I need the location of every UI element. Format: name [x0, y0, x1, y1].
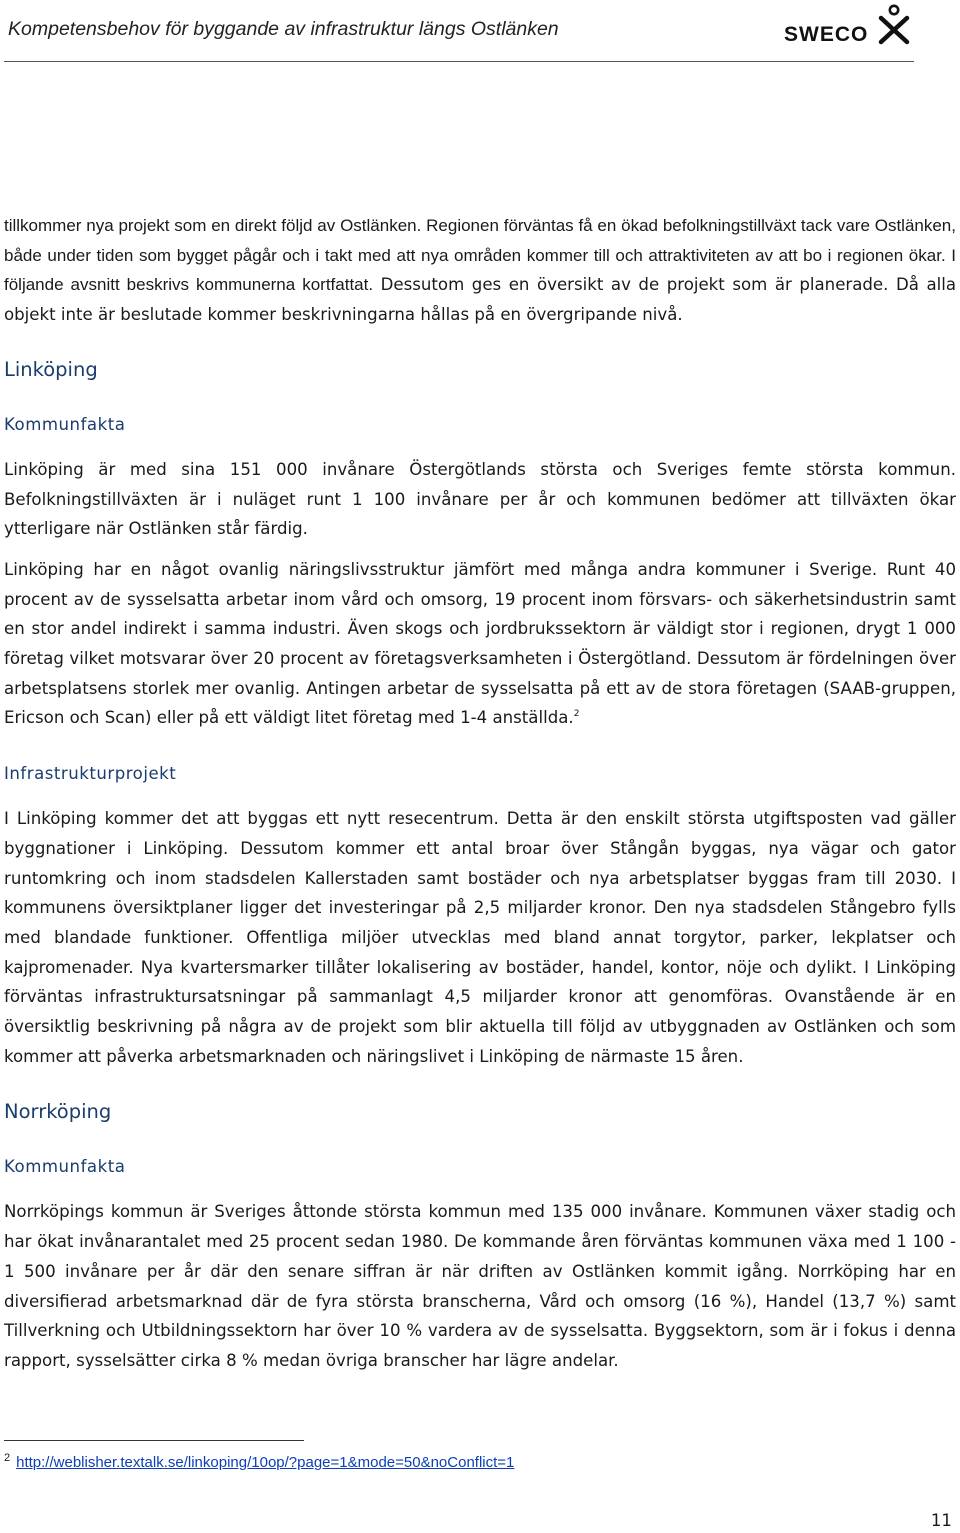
- logo-text: SWECO: [784, 23, 869, 46]
- heading-infrastrukturprojekt: Infrastrukturprojekt: [4, 764, 177, 784]
- linkoping-paragraph-3: I Linköping kommer det att byggas ett nytt resecentrum. Detta är den enskilt största utgiftsposten vad gäller byggnationer i Linköping. Dessutom kommer ett antal broar över Stångån byggas, nya vägar och gator runtomkring och inom stadsdelen Kallerstaden samt bostäder och nya arbetsplatser byggas fram till 2030. I kommunens översiktplaner ligger det investeringar på 2,5 miljarder kronor. Den nya stadsdelen Stångebro fylls med blandade funktioner. Offentliga miljöer utvecklas med bland annat torgytor, parker, lekplatser och kajpromenader. Nya kvartersmarker tillåter lokalisering av bostäder, handel, kontor, nöje och dylikt. I Linköping förväntas infrastruktursatsningar på sammanlagt 4,5 miljarder kronor att genomföras. Ovanstående är en översiktlig beskrivning på några av de projekt som blir aktuella till följd av utbyggnaden av Ostlänken och som kommer att påverka arbetsmarknaden och näringslivet i Linköping de närmaste 15 åren.: [4, 809, 956, 1066]
- heading-linkoping-kommunfakta: Kommunfakta: [4, 414, 126, 434]
- intro-paragraph: [4, 211, 956, 330]
- page-header: [0, 0, 960, 62]
- footnote-link[interactable]: http://weblisher.textalk.se/linkoping/10op/?page=1&mode=50&noConflict=1: [16, 1454, 515, 1471]
- heading-norrkoping-kommunfakta: Kommunfakta: [4, 1157, 126, 1177]
- logo-figure-icon: [876, 4, 912, 46]
- header-divider: [4, 61, 914, 62]
- linkoping-paragraph-1: Linköping är med sina 151 000 invånare Östergötlands största och Sveriges femte största kommun. Befolkningstillväxten är i nuläget runt 1 100 invånare per år och kommunen bedömer att tillväxten ökar ytterligare när Ostlänken står färdig.: [4, 459, 956, 539]
- footnote-reference: 2: [573, 709, 580, 720]
- footnote: [4, 1452, 514, 1471]
- heading-norrkoping: Norrköping: [4, 1100, 112, 1124]
- intro-text-part2: Dessutom ges en översikt av de projekt som är planerade. Då alla objekt inte är beslutade kommer beskrivningarna hållas på en övergripande nivå.: [4, 275, 957, 325]
- linkoping-paragraph-2: [4, 555, 956, 733]
- norrkoping-paragraph-1: Norrköpings kommun är Sveriges åttonde största kommun med 135 000 invånare. Kommunen växer stadig och har ökat invånarantalet med 25 procent sedan 1980. De kommande åren förväntas kommunen växa med 1 100 - 1 500 invånare per år där den senare siffran är när driften av Ostlänken kommit igång. Norrköping har en diversifierad arbetsmarknad där de fyra största branscherna, Vård och omsorg (16 %), Handel (13,7 %) samt Tillverkning och Utbildningssektorn har över 10 % vardera av de sysselsatta. Byggsektorn, som är i fokus i denna rapport, sysselsätter cirka 8 % medan övriga branscher har lägre andelar.: [4, 1202, 956, 1370]
- header-title: Kompetensbehov för byggande av infrastruktur längs Ostlänken: [8, 18, 559, 40]
- linkoping-paragraph-2-text: Linköping har en något ovanlig näringslivsstruktur jämfört med många andra kommuner i Sverige. Runt 40 procent av de sysselsatta arbetar inom vård och omsorg, 19 procent inom försvars- och säkerhetsindustrin samt en stor andel indirekt i samma industri. Även skogs och jordbrukssektorn är väldigt stor i regionen, drygt 1 000 företag vilket motsvarar över 20 procent av företagsverksamheten i Östergötland. Dessutom är fördelningen över arbetsplatsens storlek mer ovanlig. Antingen arbetar de sysselsatta på ett av de stora företagen (SAAB-gruppen, Ericson och Scan) eller på ett väldigt litet företag med 1-4 anställda.: [4, 559, 956, 728]
- footnote-number: 2: [4, 1452, 11, 1464]
- intro-text-part1: tillkommer nya projekt som en direkt följd av Ostlänken. Regionen förväntas få en ökad befolkningstillväxt tack vare Ostlänken, både under tiden som bygget pågår och i takt med att nya områden kommer till och attraktiviteten av att bo i regionen ökar. I följande avsnitt beskrivs kommunerna kortfattat.: [4, 216, 956, 295]
- page-content: [4, 211, 956, 1376]
- sweco-logo: [784, 4, 914, 50]
- footnote-divider: [4, 1440, 304, 1441]
- heading-linkoping: Linköping: [4, 357, 98, 381]
- page-number: 11: [930, 1511, 952, 1530]
